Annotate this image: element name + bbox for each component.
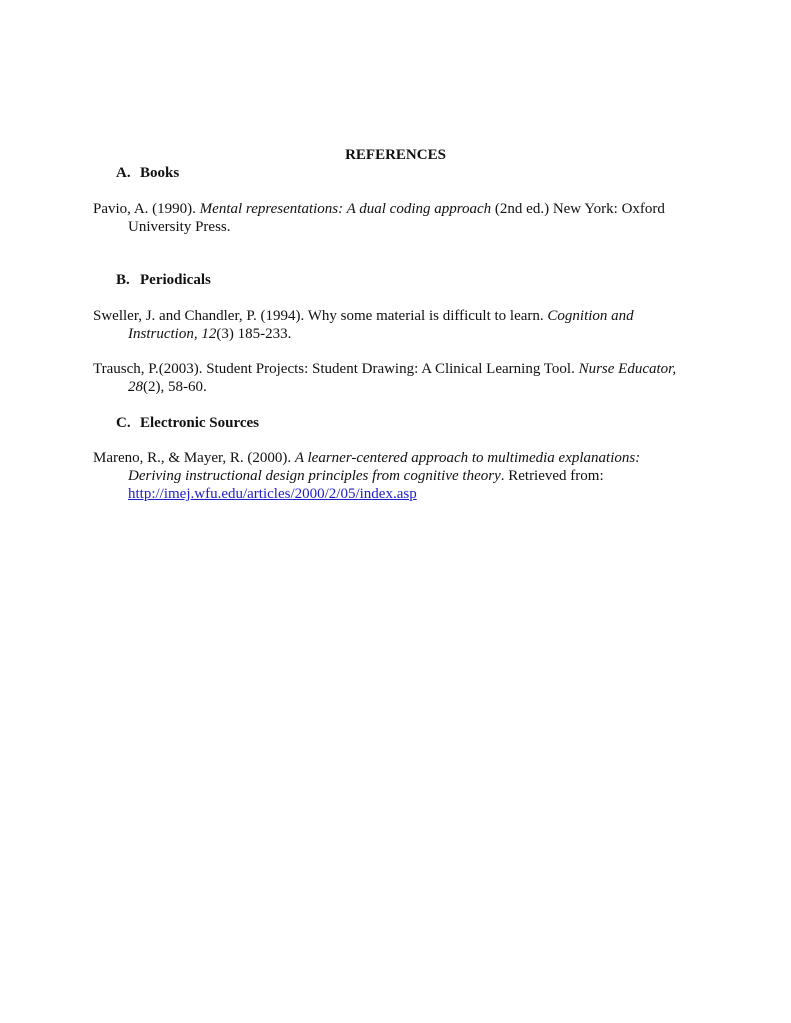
section-heading-electronic-sources <box>116 414 259 432</box>
reference-entry-pavio <box>93 200 703 236</box>
section-heading-books <box>116 164 179 182</box>
reference-text: Sweller, J. and Chandler, P. (1994). Why some material is difficult to learn. <box>93 308 548 324</box>
reference-text: (2), 58-60. <box>143 379 207 395</box>
reference-line <box>93 378 703 396</box>
reference-entry-trausch <box>93 360 703 396</box>
reference-text: University Press. <box>128 219 231 235</box>
reference-url-link[interactable]: http://imej.wfu.edu/articles/2000/2/05/index.asp <box>128 486 417 502</box>
reference-entry-mareno <box>93 449 703 503</box>
section-letter: B. <box>116 272 130 288</box>
reference-journal-italic: Nurse Educator, <box>578 361 677 377</box>
reference-text: Pavio, A. (1990). <box>93 201 200 217</box>
reference-text: (3) 185-233. <box>216 326 292 342</box>
reference-journal-italic: Instruction, 12 <box>128 326 217 342</box>
reference-text: (2nd ed.) New York: Oxford <box>491 201 665 217</box>
section-letter: C. <box>116 415 131 431</box>
reference-line <box>93 325 703 343</box>
reference-line <box>93 218 703 236</box>
reference-entry-sweller <box>93 307 703 343</box>
reference-text: Mareno, R., & Mayer, R. (2000). <box>93 450 295 466</box>
section-title: Periodicals <box>140 272 211 288</box>
reference-journal-italic: Cognition and <box>547 308 634 324</box>
reference-title-italic: Deriving instructional design principles from cognitive theory <box>128 468 501 484</box>
page-title: REFERENCES <box>345 147 446 163</box>
reference-text: . Retrieved from: <box>500 468 604 484</box>
reference-text: Trausch, P.(2003). Student Projects: Student Drawing: A Clinical Learning Tool. <box>93 361 579 377</box>
section-letter: A. <box>116 165 131 181</box>
reference-line <box>93 200 703 218</box>
reference-volume-italic: 28 <box>128 379 143 395</box>
reference-line <box>93 485 703 503</box>
reference-line <box>93 449 703 467</box>
section-title: Books <box>140 165 180 181</box>
reference-line <box>93 307 703 325</box>
section-title: Electronic Sources <box>140 415 260 431</box>
section-heading-periodicals <box>116 271 211 289</box>
reference-title-italic: A learner-centered approach to multimedia explanations: <box>294 450 641 466</box>
reference-title-italic: Mental representations: A dual coding approach <box>199 201 492 217</box>
reference-line <box>93 467 703 485</box>
reference-line <box>93 360 703 378</box>
